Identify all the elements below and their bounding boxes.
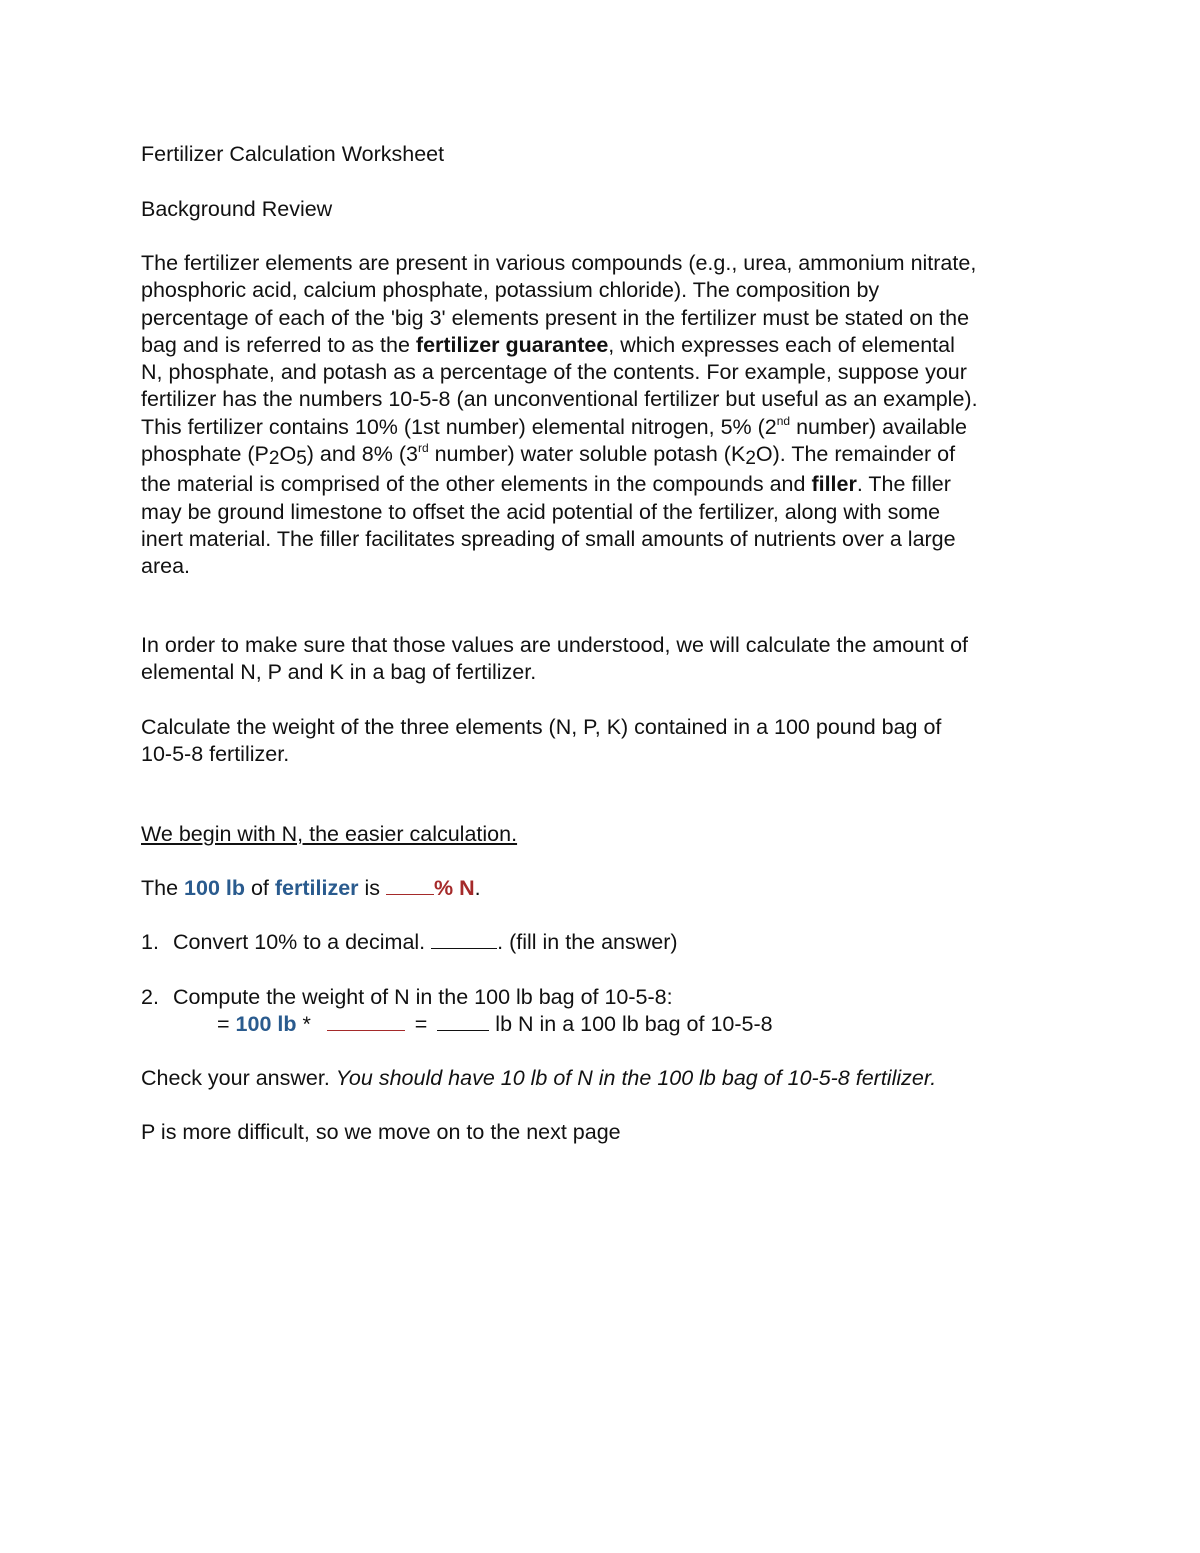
percent-statement (141, 876, 481, 901)
text: ) and 8% (3 (306, 442, 418, 467)
worksheet-title (141, 142, 444, 167)
title-text: Fertilizer Calculation Worksheet (141, 142, 445, 166)
step-text: . (fill in the answer) (497, 930, 678, 954)
decimal-answer-blank[interactable] (431, 930, 497, 949)
section-heading-text: Background Review (141, 197, 333, 221)
para1-line (141, 471, 978, 498)
step-number: 1. (141, 930, 159, 954)
text: number) available (790, 414, 967, 439)
step-2-line (141, 984, 773, 1011)
para1-line: inert material. The filler facilitates spreading of small amounts of nutrients over a large (141, 526, 956, 551)
section-heading (141, 197, 332, 222)
para1-line: may be ground limestone to offset the acid potential of the fertilizer, along with some (141, 499, 941, 524)
decimal-blank[interactable] (327, 1012, 405, 1031)
text: number) water soluble potash (K (428, 442, 746, 467)
para2-line: elemental N, P and K in a bag of fertilizer. (141, 660, 537, 685)
para1-line (141, 414, 978, 441)
text: phosphate (P (141, 442, 269, 467)
subscript: 2 (745, 448, 756, 470)
step-1 (141, 930, 678, 955)
text: The (141, 876, 185, 900)
step-2 (141, 984, 773, 1039)
weight-answer-blank[interactable] (437, 1012, 489, 1031)
closing-note (141, 1120, 621, 1145)
subscript: 2 (268, 448, 280, 470)
check-answer (141, 1066, 936, 1091)
para1-line: area. (141, 554, 191, 579)
subscript: 5 (296, 448, 307, 470)
text: is (358, 876, 386, 900)
para1-line (141, 441, 978, 468)
check-label: Check your answer. (141, 1066, 336, 1090)
superscript: rd (417, 441, 429, 456)
step-text: Convert 10% to a decimal. (173, 930, 432, 954)
nitrogen-heading-text: We begin with N, the easier calculation. (141, 822, 518, 846)
nitrogen-heading (141, 822, 517, 847)
text: * (296, 1012, 317, 1037)
text: bag and is referred to as the (141, 332, 416, 357)
text: the material is comprised of the other elements in the compounds and (141, 472, 812, 497)
closing-text: P is more difficult, so we move on to the next page (141, 1120, 621, 1144)
para3-line: 10-5-8 fertilizer. (141, 742, 290, 767)
weight-term: 100 lb (184, 876, 245, 900)
para1-line (141, 332, 978, 359)
text: O (279, 442, 297, 467)
text: . The filler (856, 472, 951, 497)
text: of (244, 876, 275, 900)
para1-line: phosphoric acid, calcium phosphate, potassium chloride). The composition by (141, 278, 880, 303)
task-paragraph (141, 714, 941, 769)
percent-blank[interactable] (386, 876, 434, 895)
expected-answer: You should have 10 lb of N in the 100 lb bag of 10-5-8 fertilizer. (335, 1066, 937, 1090)
step-text: Compute the weight of N in the 100 lb bag of 10-5-8: (173, 985, 673, 1009)
purpose-paragraph (141, 632, 968, 687)
background-paragraph (141, 250, 978, 581)
text: = (217, 1012, 236, 1037)
step-2-equation (141, 1011, 773, 1038)
text: lb N in a 100 lb bag of 10-5-8 (489, 1012, 773, 1037)
fertilizer-guarantee-term: fertilizer guarantee (415, 332, 609, 357)
para3-line: Calculate the weight of the three elements (N, P, K) contained in a 100 pound bag of (141, 715, 942, 739)
fertilizer-term: fertilizer (274, 876, 359, 900)
para1-line: fertilizer has the numbers 10-5-8 (an unconventional fertilizer but useful as an example). (141, 387, 978, 412)
text: = (408, 1012, 434, 1037)
text: . (474, 876, 481, 900)
step-number: 2. (141, 985, 159, 1009)
para2-line: In order to make sure that those values are understood, we will calculate the amount of (141, 633, 969, 657)
percent-n-term: % N (434, 876, 475, 900)
text: This fertilizer contains 10% (1st number) elemental nitrogen, 5% (2 (141, 414, 777, 439)
para1-line: The fertilizer elements are present in various compounds (e.g., urea, ammonium nitrate, (141, 251, 977, 275)
text: , which expresses each of elemental (608, 332, 955, 357)
filler-term: filler (811, 472, 857, 497)
text: O). The remainder of (755, 442, 956, 467)
weight-term: 100 lb (235, 1012, 297, 1037)
superscript: nd (776, 413, 791, 428)
para1-line: percentage of each of the 'big 3' elements present in the fertilizer must be stated on the (141, 305, 970, 330)
para1-line: N, phosphate, and potash as a percentage of the contents. For example, suppose your (141, 360, 967, 385)
